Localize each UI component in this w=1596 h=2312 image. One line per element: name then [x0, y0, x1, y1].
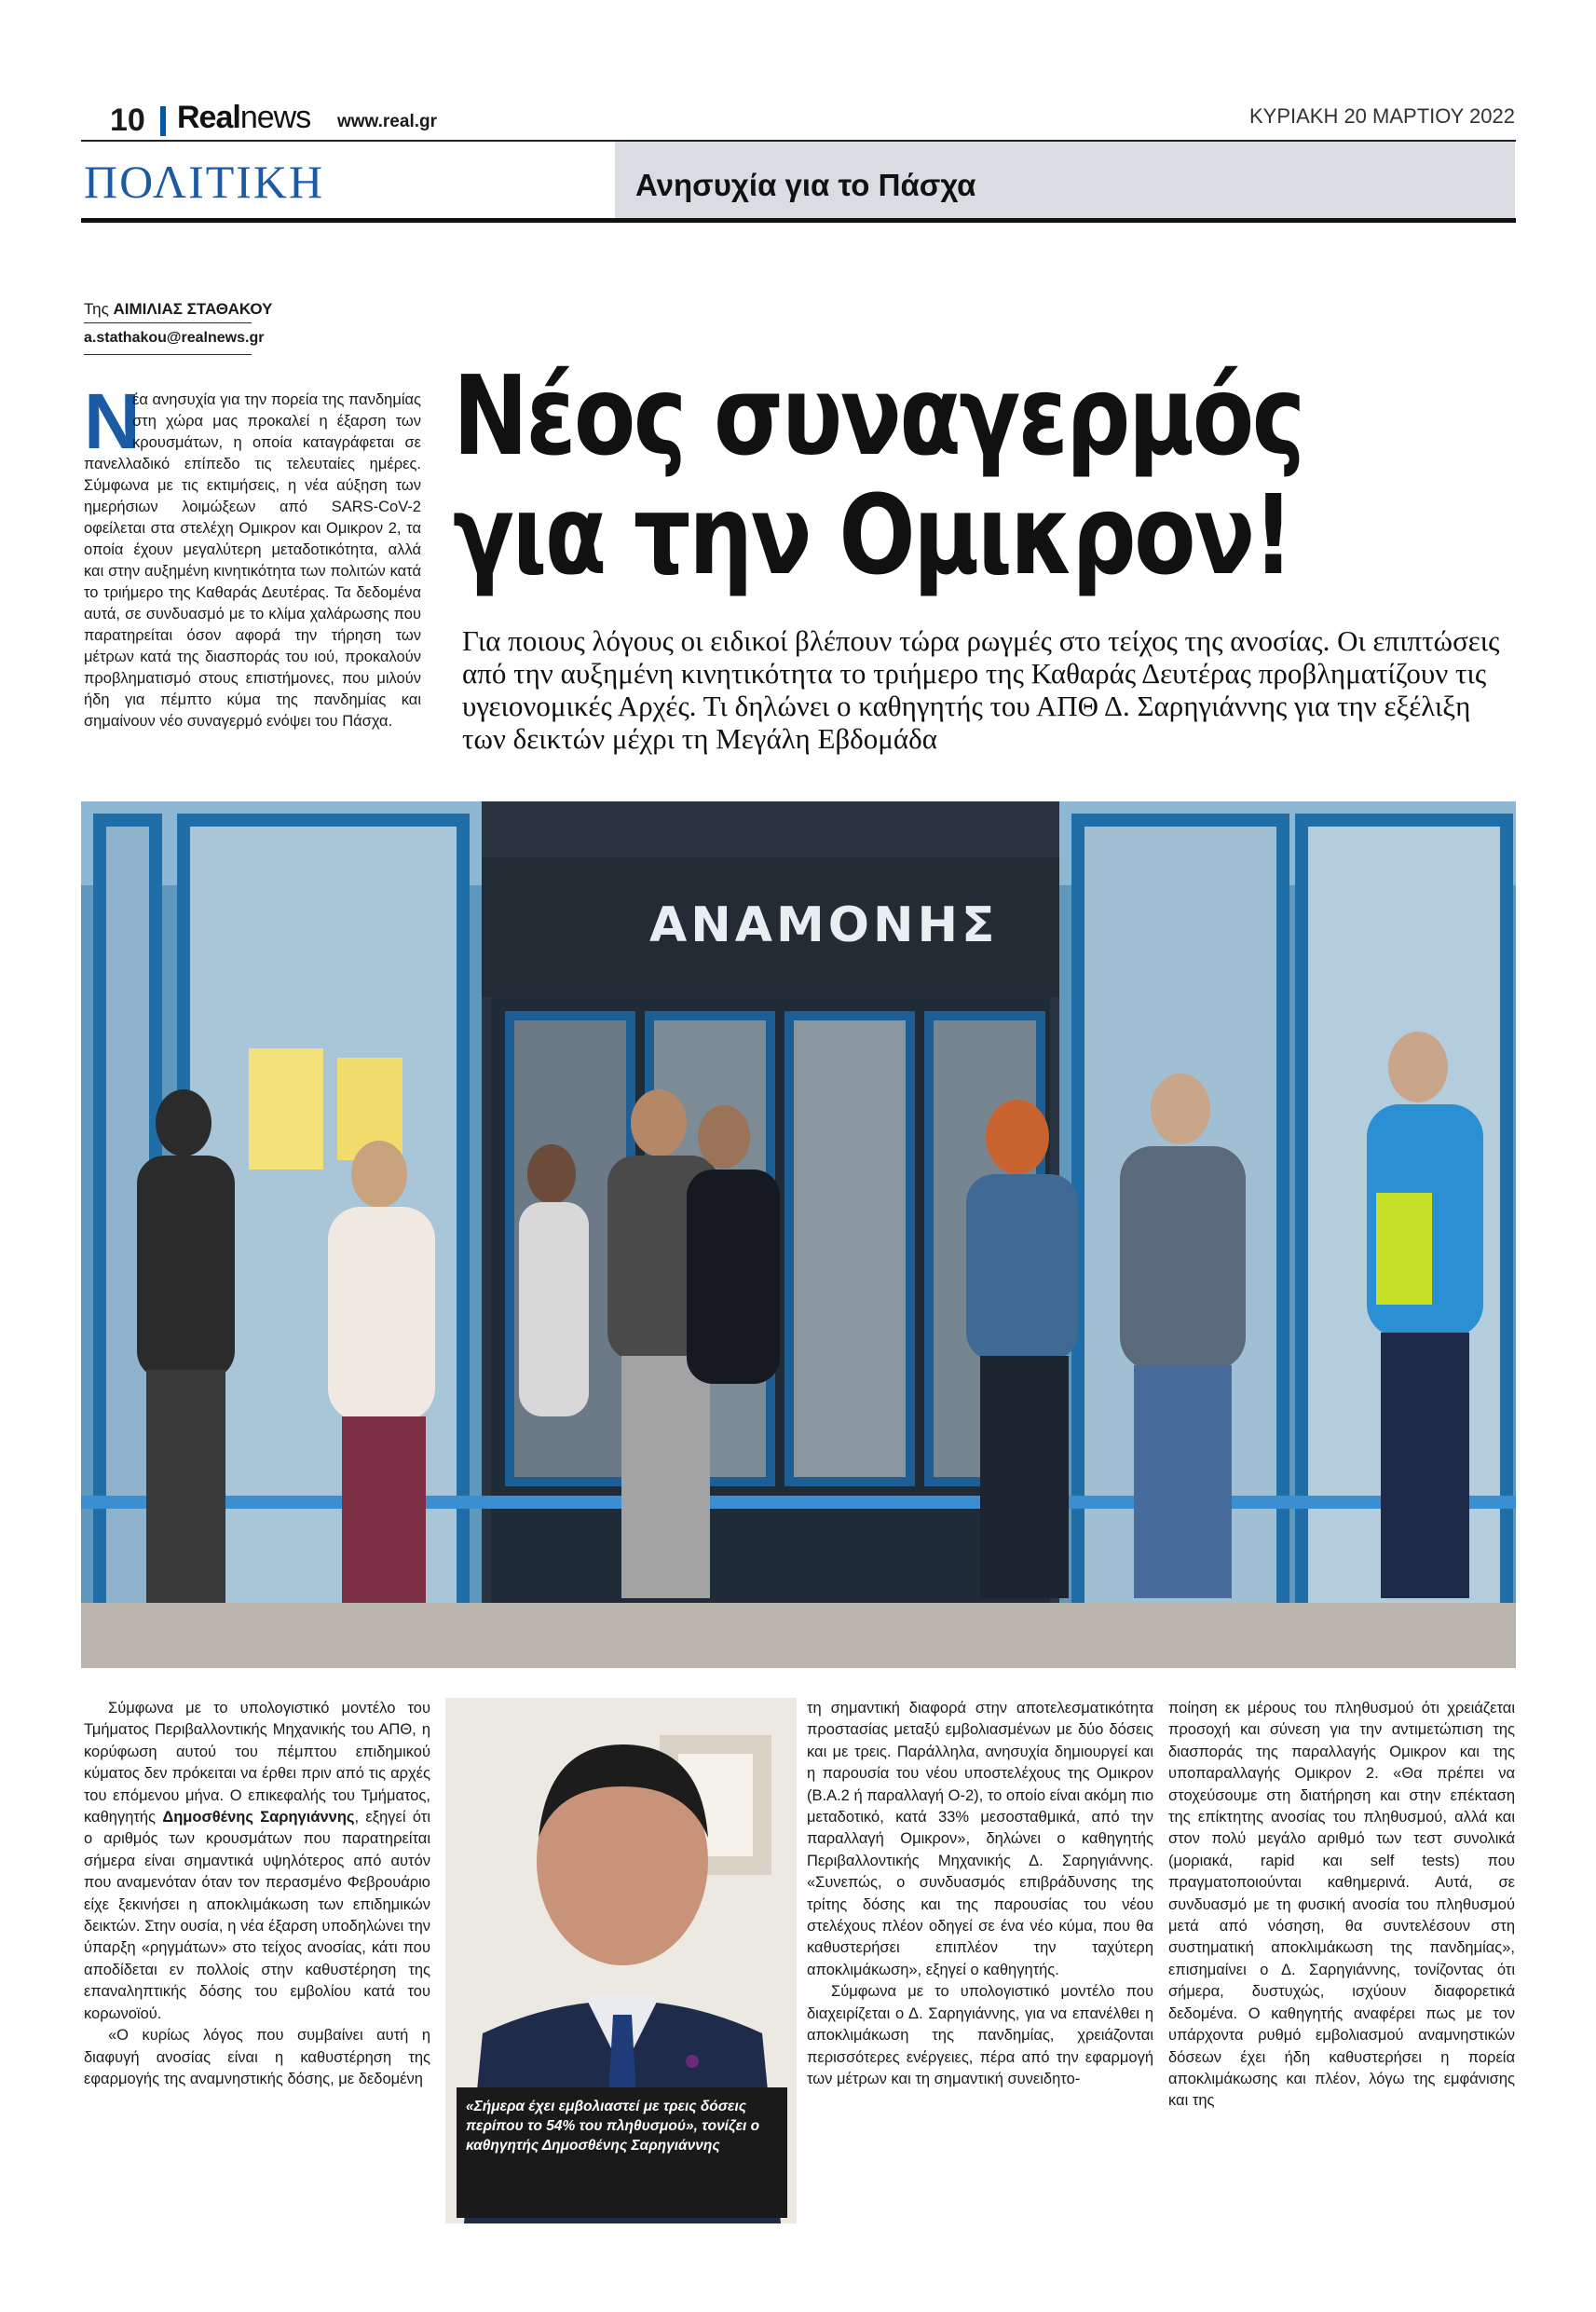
body-name-bold: Δημοσθένης Σαρηγιάννης [162, 1809, 355, 1826]
headline-line-1: Νέος συναγερμός [453, 351, 1303, 480]
byline-rule [84, 322, 252, 323]
email-rule [84, 354, 252, 355]
drop-cap: Ν [84, 377, 141, 465]
byline-author: ΑΙΜΙΛΙΑΣ ΣΤΑΘΑΚΟΥ [113, 300, 273, 318]
site-url: www.real.gr [337, 112, 437, 131]
brand-logo [177, 100, 310, 136]
body-paragraph [84, 1698, 430, 2025]
topic-title: Ανησυχία για το Πάσχα [635, 168, 976, 202]
body-text: Σύμφωνα με το υπολογιστικό μοντέλο του Τμήματος Περιβαλλοντικής Μηχανικής του ΑΠΘ, η κορύφωση αυτού του πέμπτου επιδημικού κύματος δεν πρόκειται να έρθει πριν από τις αρχές του επόμενου μήνα. Ο επικεφαλής του Τμήματος, καθηγητής [84, 1700, 430, 1826]
body-paragraph: «Ο κυρίως λόγος που συμβαίνει αυτή η διαφυγή ανοσίας είναι η καθυστέρηση της εφαρμογής της αναμνηστικής δόσης, με δεδομένη [84, 2027, 430, 2087]
body-column-1 [84, 1698, 430, 2090]
page-number-divider [160, 106, 166, 136]
body-paragraph: Σύμφωνα με το υπολογιστικό μοντέλο που διαχειρίζεται ο Δ. Σαρηγιάννης, για να επανέλθει η αποκλιμάκωση της πανδημίας, χρειάζονται περισσότερες ενέργειες, πέρα από την εφαρμογή των μέτρων και τη σημαντική συνειδητο- [807, 1983, 1153, 2087]
photo-illustration [81, 801, 1516, 1668]
body-paragraph: τη σημαντική διαφορά στην αποτελεσματικότητα προστασίας μεταξύ εμβολιασμένων με δύο δόσεις και με τρεις. Παράλληλα, ανησυχία δημιουργεί και η παρουσία του νέου υποστελέχους της Ομικρον (B.A.2 ή παραλλαγή Ο-2), το οποίο είναι ακόμη πιο μεταδοτικό, κατά 33% μεσοσταθμικά, από την παραλλαγή Ομικρον», δηλώνει ο καθηγητής Περιβαλλοντικής Μηχανικής Δ. Σαρηγιάννης. «Συνεπώς, ο συνδυασμός επιβράδυνσης της τρίτης δόσης και της παρουσίας του νέου στελέχους πλέον οδηγεί σε ένα νέο κύμα, που θα καθυστερήσει επιπλέον την ταχύτερη αποκλιμάκωση», εξηγεί ο καθηγητής. [807, 1700, 1153, 1978]
page-number: 10 [110, 103, 145, 138]
headline-line-2: για την Ομικρον! [453, 471, 1292, 599]
lede-text: έα ανησυχία για την πορεία της πανδημίας στη χώρα μας προκαλεί η έξαρση των κρουσμάτων, η οποία καταγράφεται σε πανελλαδικό επίπεδο τις τελευταίες ημέρες. Σύμφωνα με τις εκτιμήσεις, η νέα αύξηση των ημερήσιων λοιμώξεων από SARS-CoV-2 οφείλεται στα στελέχη Ομικρον και Ομικρον 2, τα οποία έχουν μεγαλύτερη μεταδοτικότητα, αλλά και στην αυξημένη κινητικότητα των πολιτών κατά το τριήμερο της Καθαράς Δευτέρας. Τα δεδομένα αυτά, σε συνδυασμό με το κλίμα χαλάρωσης που παρατηρείται όσον αφορά την τήρηση των μέτρων κατά της διασποράς του ιού, προκαλούν προβληματισμό στους επιστήμονες, που μιλούν ήδη για πέμπτο κύμα της πανδημίας και σημαίνουν νέο συναγερμό ενόψει του Πάσχα. [84, 391, 421, 730]
inset-caption: «Σήμερα έχει εμβολιαστεί με τρεις δόσεις περίπου το 54% του πληθυσμού», τονίζει ο καθηγητής Δημοσθένης Σαρηγιάννης [466, 2099, 760, 2154]
deck-subtitle: Για ποιους λόγους οι ειδικοί βλέπουν τώρα ρωγμές στο τείχος της ανοσίας. Οι επιπτώσεις από την αυξημένη κινητικότητα το τριήμερο της Καθαράς Δευτέρας προβληματίζουν τις υγειονομικές Αρχές. Τι δηλώνει ο καθηγητής του ΑΠΘ Δ. Σαρηγιάννης για την εξέλιξη των δεικτών μέχρι τη Μεγάλη Εβδομάδα [462, 624, 1500, 755]
body-column-3 [1168, 1698, 1515, 2113]
section-rule [81, 218, 1516, 223]
byline-prefix: Της [84, 300, 114, 318]
lede-paragraph [84, 390, 421, 732]
section-title: ΠΟΛΙΤΙΚΗ [84, 156, 325, 208]
issue-date: ΚΥΡΙΑΚΗ 20 ΜΑΡΤΙΟΥ 2022 [1248, 104, 1515, 128]
main-photo [81, 801, 1516, 1668]
brand-news: news [239, 100, 311, 135]
author-email: a.stathakou@realnews.gr [84, 330, 265, 346]
body-text: , εξηγεί ότι ο αριθμός των κρουσμάτων που παρατηρείται σήμερα είναι σημαντικά υψηλότερος από αυτόν που αναμενόταν όταν τον περασμένο Φεβρουάριο είχε ξεκινήσει η αποκλιμάκωση των επιδημικών δεικτών. Στην ουσία, η νέα έξαρση υποδηλώνει την ύπαρξη «ρηγμάτων» στο τείχος ανοσίας, κάτι που αποδίδεται εν πολλοίς στην καθυστέρηση της επαναληπτικής δόσης του εμβολίου κατά του κορωνοϊού. [84, 1809, 430, 2022]
body-column-2 [807, 1698, 1153, 2090]
headline [453, 351, 1316, 599]
body-paragraph: ποίηση εκ μέρους του πληθυσμού ότι χρειάζεται προσοχή και σύνεση για την αντιμετώπιση της διασποράς της παραλλαγής Ομικρον και της υποπαραλλαγής Ομικρον 2. «Θα πρέπει να στοχεύσουμε στη διατήρηση και στην επέκταση της επίκτητης ανοσίας του πληθυσμού, αλλά και στον πολύ μεγάλο αριθμό των τεστ συνολικά (μοριακά, rapid και self tests) που πραγματοποιούνται καθημερινά. Αυτά, σε συνδυασμό με τη φυσική ανοσία του πληθυσμού μετά από νόσηση, θα συντελέσουν στη συστηματική αποκλιμάκωση της πανδημίας», επισημαίνει ο Δ. Σαρηγιάννης, τονίζοντας ότι σήμερα, δυστυχώς, ισχύουν διαφορετικά δεδομένα. Ο καθηγητής αναφέρει πως με τον υπάρχοντα ρυθμό εμβολιασμού αναμνηστικών δόσεων έχει ήδη καθυστερήσει η πορεία αποκλιμάκωσης και πλέον, λόγω της εμφάνισης και της [1168, 1700, 1515, 2110]
brand-real: Real [177, 100, 240, 135]
byline [84, 300, 272, 319]
photo-sign: ΑΝΑΜΟΝΗΣ [649, 897, 999, 953]
